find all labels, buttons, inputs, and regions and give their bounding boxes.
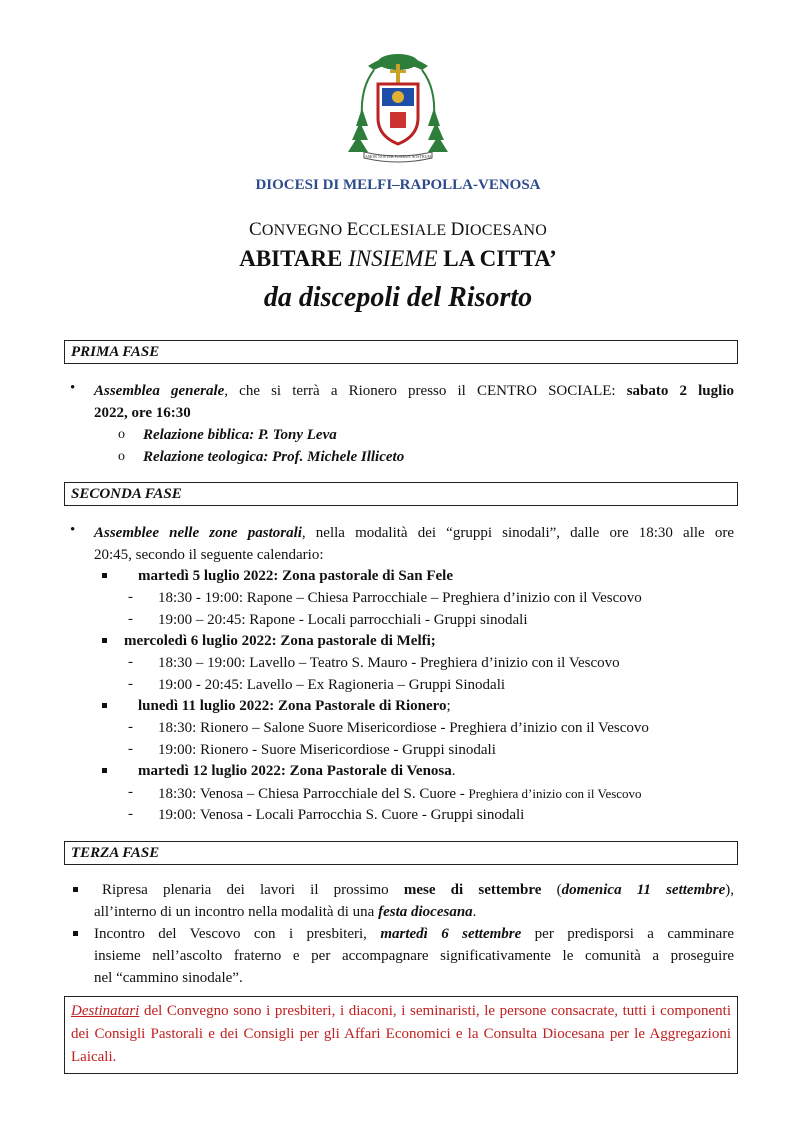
day4-item1 [158, 783, 642, 805]
day4-item2: 19:00: Venosa - Locali Parrocchia S. Cuore - Gruppi sinodali [158, 807, 525, 823]
subtitle: da discepoli del Risorto [263, 282, 533, 313]
terza-item2-line1 [94, 924, 734, 945]
title-part1: ABITARE [239, 246, 349, 271]
day4-title-suffix: . [451, 763, 456, 779]
terza-fase-heading: TERZA FASE [71, 845, 160, 861]
terza-item2-line2: insieme nell’ascolto fraterno e per accompagnare significativamente le comunità a proseguire [94, 948, 734, 964]
day3-title-suffix: ; [446, 698, 451, 714]
t1b: mese di settembre [403, 882, 542, 898]
bullet-icon: • [70, 380, 76, 396]
assemblea-line1 [94, 381, 734, 402]
convegno-c: C [248, 219, 262, 240]
square-bullet-icon [102, 768, 107, 773]
intro-text: , nella modalità dei “gruppi sinodali”, dalle ore 18:30 alle ore [301, 525, 734, 541]
square-bullet-icon [102, 573, 107, 578]
day3-item2: 19:00: Rionero - Suore Misericordiose - Gruppi sinodali [158, 742, 496, 758]
seconda-fase-heading: SECONDA FASE [71, 486, 182, 502]
dash-bullet-icon: - [128, 784, 133, 800]
assemblea-line2: 2022, ore 16:30 [94, 405, 191, 421]
t1l2b: festa diocesana [378, 904, 473, 920]
dash-bullet-icon: - [128, 806, 133, 822]
assemblea-label: Assemblea generale [94, 383, 225, 399]
t2a: Incontro del Vescovo con i presbiteri, [94, 926, 381, 942]
day1-title: martedì 5 luglio 2022: Zona pastorale di San Fele [138, 568, 453, 584]
square-bullet-icon [73, 887, 78, 892]
day4-item1-tail: Preghiera d’inizio con il Vescovo [468, 786, 642, 801]
prima-fase-heading: PRIMA FASE [71, 344, 160, 360]
dash-bullet-icon: - [128, 719, 133, 735]
bullet-icon: • [70, 522, 76, 538]
circle-bullet-icon: o [118, 427, 125, 442]
relazione-biblica: Relazione biblica: P. Tony Leva [143, 427, 337, 443]
ecclesiale-rest: CCLESIALE [358, 222, 451, 239]
dash-bullet-icon: - [128, 589, 133, 605]
square-bullet-icon [102, 638, 107, 643]
t2c: per predisporsi a camminare [521, 926, 734, 942]
dash-bullet-icon: - [128, 611, 133, 627]
seconda-fase-heading-box [64, 482, 738, 506]
episcopal-crest-icon [346, 48, 450, 168]
day1-item1: 18:30 - 19:00: Rapone – Chiesa Parrocchiale – Preghiera d’inizio con il Vescovo [158, 590, 642, 606]
day4-title-text: martedì 12 luglio 2022: Zona Pastorale di Venosa [138, 763, 452, 779]
day2-title: mercoledì 6 luglio 2022: Zona pastorale di Melfi; [124, 633, 436, 649]
diocesano-d: D [450, 219, 465, 240]
square-bullet-icon [102, 703, 107, 708]
t2b: martedì 6 settembre [380, 926, 522, 942]
day1-item2: 19:00 – 20:45: Rapone - Locali parrocchiali - Gruppi sinodali [158, 612, 528, 628]
destinatari-label: Destinatari [71, 1003, 140, 1019]
title-part2: INSIEME [348, 246, 438, 271]
t1e: ), [725, 882, 734, 898]
convegno-rest: ONVEGNO [261, 222, 347, 239]
day3-title [138, 696, 451, 717]
terza-item1-line2 [94, 902, 476, 923]
day4-title [138, 761, 456, 782]
seconda-intro-line2: 20:45, secondo il seguente calendario: [94, 547, 324, 563]
terza-item1-line1 [102, 880, 734, 901]
day2-item2: 19:00 - 20:45: Lavello – Ex Ragioneria – Gruppi Sinodali [158, 677, 506, 693]
intro-label: Assemblee nelle zone pastorali [94, 525, 302, 541]
diocesano-rest: IOCESANO [464, 222, 548, 239]
ecclesiale-e: E [346, 219, 359, 240]
day2-item1: 18:30 – 19:00: Lavello – Teatro S. Mauro - Preghiera d’inizio con il Vescovo [158, 655, 620, 671]
day4-item1-text: 18:30: Venosa – Chiesa Parrocchiale del S. Cuore - [158, 786, 469, 802]
title-part3: LA CITTA’ [437, 246, 557, 271]
prima-fase-heading-box [64, 340, 738, 364]
terza-fase-heading-box [64, 841, 738, 865]
t1l2a: all’interno di un incontro nella modalità di una [94, 904, 379, 920]
assemblea-text: , che si terrà a Rionero presso il CENTRO SOCIALE: [224, 383, 627, 399]
dash-bullet-icon: - [128, 676, 133, 692]
dash-bullet-icon: - [128, 654, 133, 670]
circle-bullet-icon: o [118, 449, 125, 464]
t1c: ( [541, 882, 562, 898]
destinatari-box [64, 996, 738, 1074]
t1a: Ripresa plenaria dei lavori il prossimo [102, 882, 404, 898]
convegno-title [0, 219, 796, 241]
t1d: domenica 11 settembre [561, 882, 726, 898]
assemblea-date: sabato 2 luglio [626, 383, 734, 399]
main-title [0, 246, 796, 272]
seconda-intro-line1 [94, 523, 734, 544]
day3-item1: 18:30: Rionero – Salone Suore Misericordiose - Preghiera d’inizio con il Vescovo [158, 720, 649, 736]
square-bullet-icon [73, 931, 78, 936]
dash-bullet-icon: - [128, 741, 133, 757]
destinatari-text: del Convegno sono i presbiteri, i diaconi, i seminaristi, le persone consacrate, tutti i componenti dei Consigli Pastorali e dei Consigli per gli Affari Economici e la Consulta Diocesana per le Aggregazioni Laicali. [71, 1003, 731, 1065]
crest-motto: AMOR NOSTER PONDUS NOSTRUM [364, 154, 432, 159]
terza-item2-line3: nel “cammino sinodale”. [94, 970, 243, 986]
day3-title-text: lunedì 11 luglio 2022: Zona Pastorale di Rionero [138, 698, 447, 714]
relazione-teologica: Relazione teologica: Prof. Michele Illiceto [143, 449, 405, 465]
diocese-name: DIOCESI DI MELFI–RAPOLLA-VENOSA [255, 177, 541, 193]
t1l2c: . [472, 904, 477, 920]
